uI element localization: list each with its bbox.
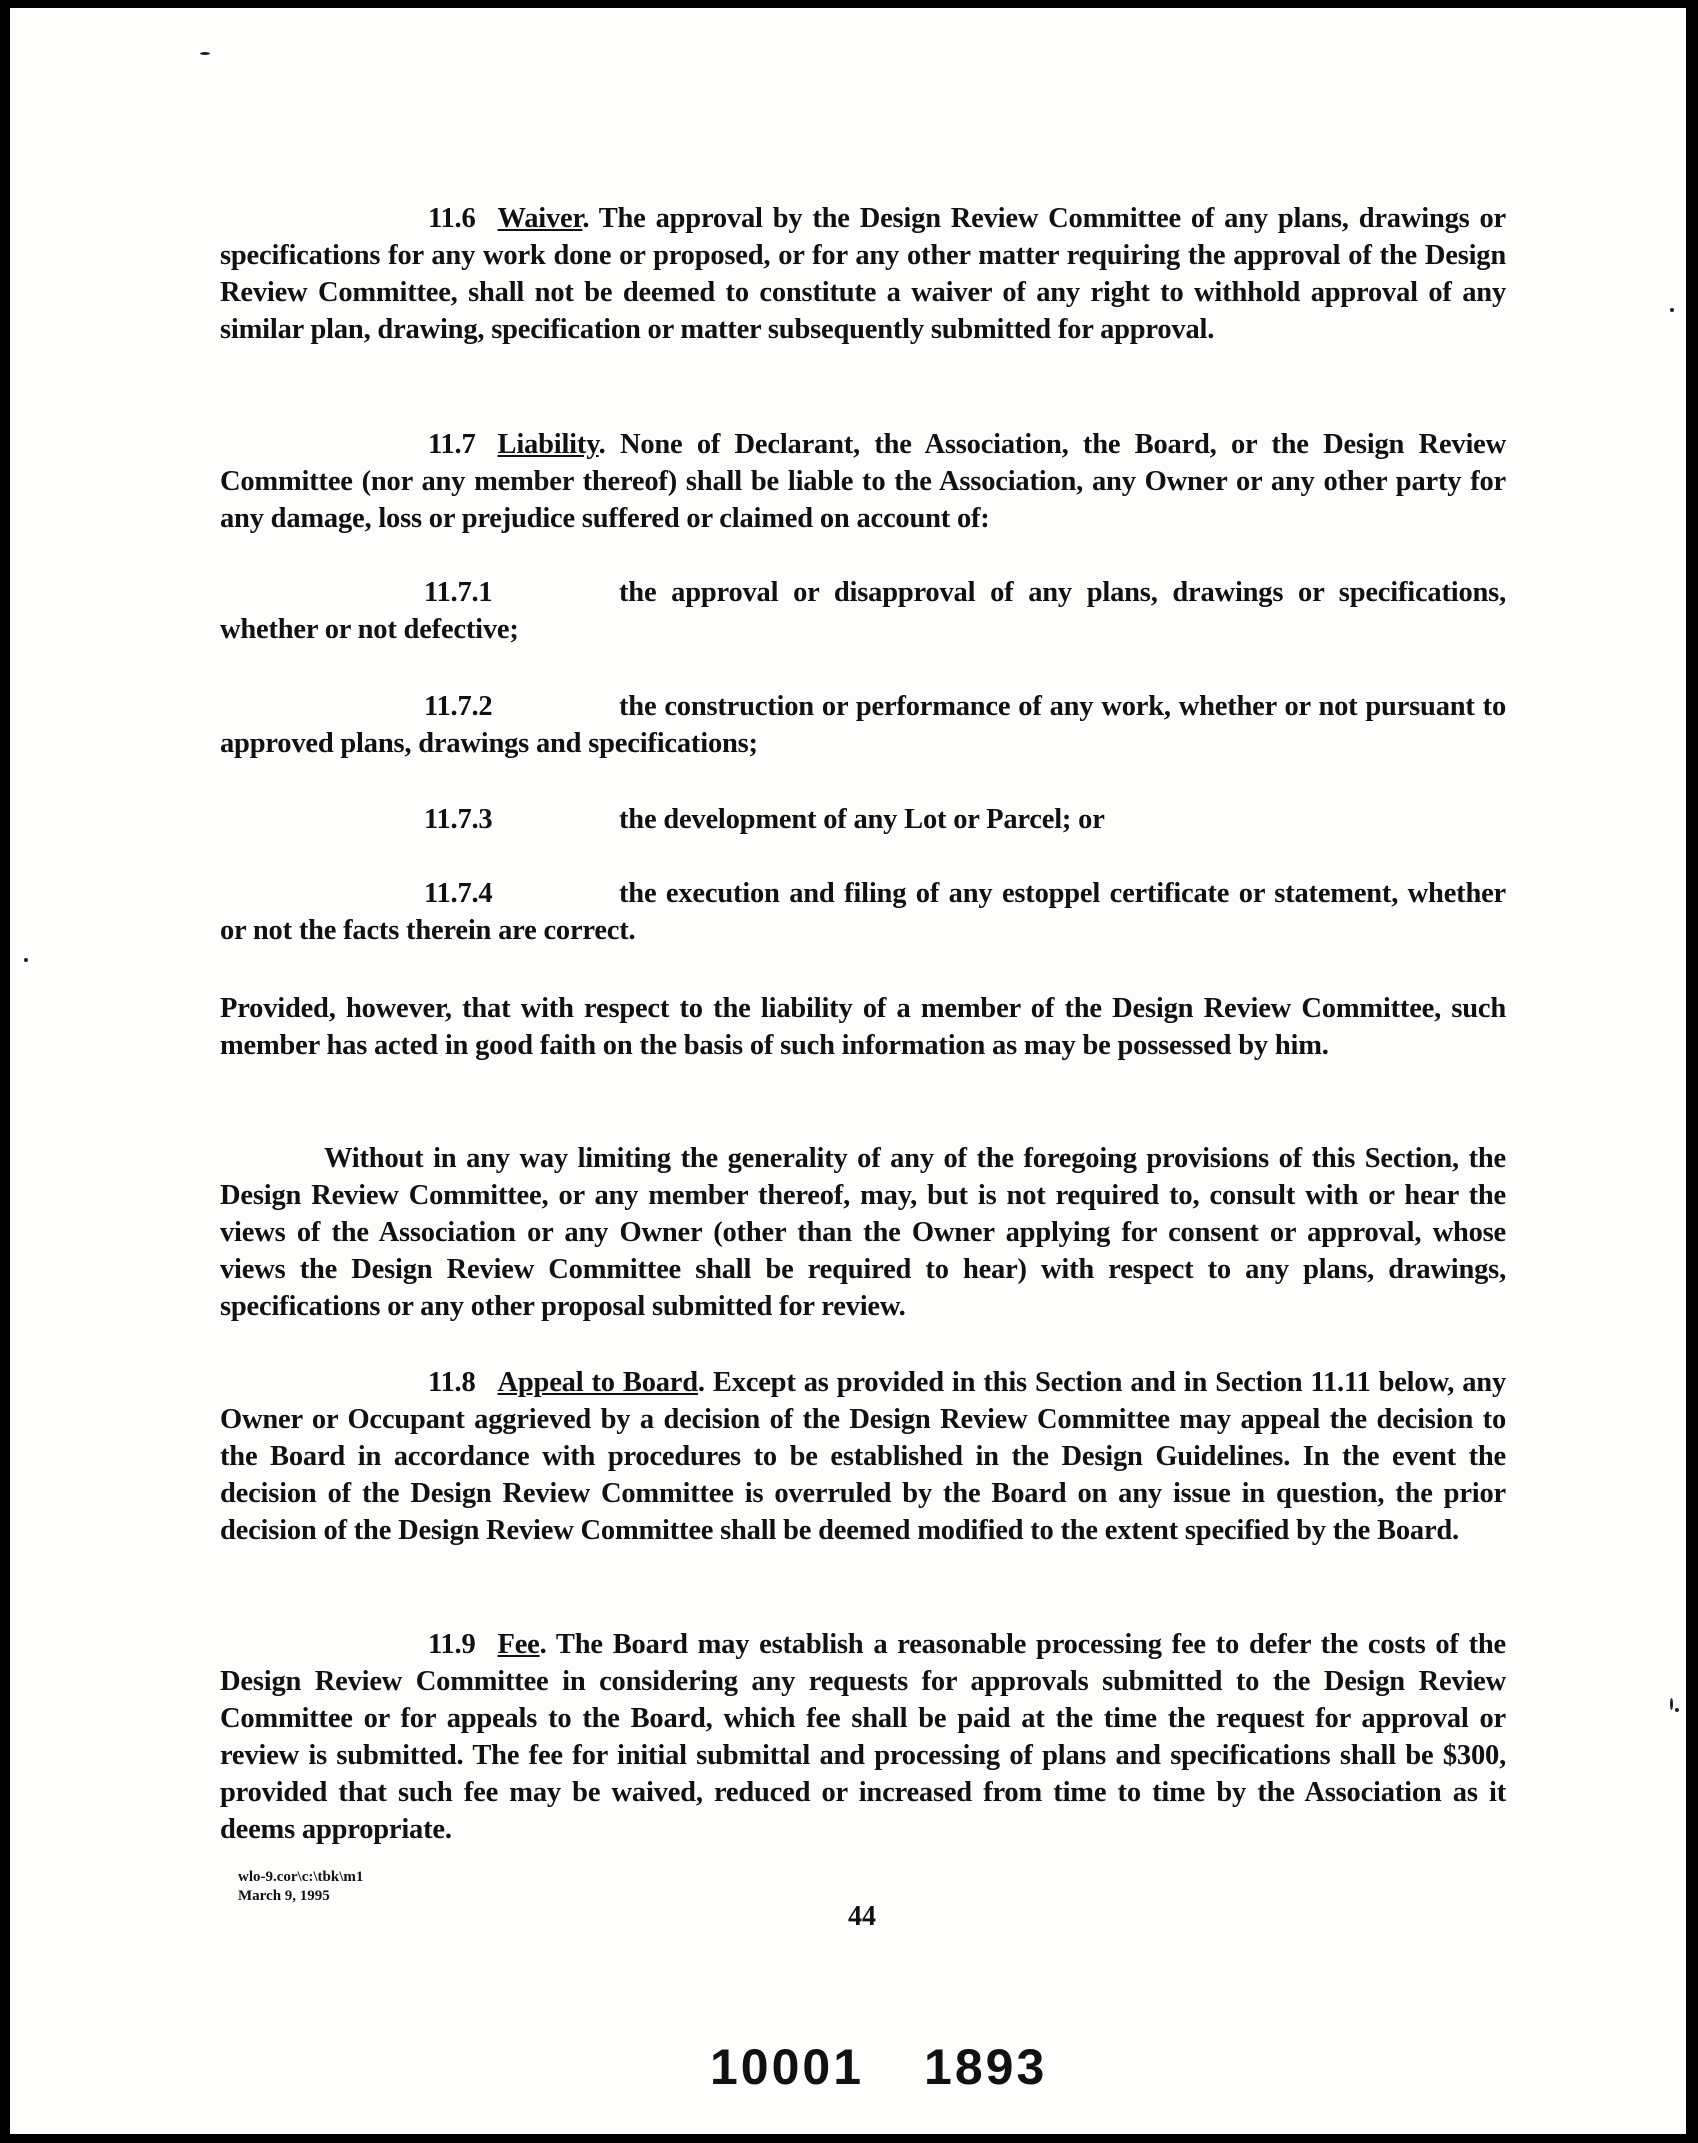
proviso-paragraph: Provided, however, that with respect to the liability of a member of the Design Review Committee, such member has acted in good faith on the basis of such information as may be possessed by him. — [220, 993, 1506, 1061]
scan-speck — [1670, 308, 1674, 312]
section-title: Appeal to Board — [497, 1367, 698, 1398]
subsection-number: 11.7.4 — [424, 878, 493, 909]
subsection-body: the construction or performance of any work, whether or not pursuant to approved plans, drawings and specifications; — [220, 691, 1506, 759]
section-11-8 — [220, 1364, 1506, 1549]
scan-speck — [1675, 1708, 1679, 1712]
section-body: . None of Declarant, the Association, the Board, or the Design Review Committee (nor any member thereof) shall be liable to the Association, any Owner or any other party for any damage, loss or prejudice suffered or claimed on account of: — [220, 429, 1506, 534]
subsection-body: the execution and filing of any estoppel certificate or statement, whether or not the facts therein are correct. — [220, 878, 1506, 946]
scan-speck — [24, 958, 28, 962]
document-page — [10, 8, 1686, 2134]
section-11-7 — [220, 426, 1506, 537]
scan-speck — [1670, 1698, 1673, 1710]
bates-left: 10001 — [710, 2039, 865, 2095]
without-limiting-paragraph: Without in any way limiting the generality of any of the foregoing provisions of this Section, the Design Review Committee, or any member thereof, may, but is not required to, consult with or hear the views of the Association or any Owner (other than the Owner applying for consent or approval, whose views the Design Review Committee shall be required to hear) with respect to any plans, drawings, specifications or any other proposal submitted for review. — [220, 1143, 1506, 1322]
section-title: Waiver — [497, 203, 583, 234]
section-title: Liability — [497, 429, 599, 460]
page-number: 44 — [848, 1901, 876, 1932]
section-body: . Except as provided in this Section and in Section 11.11 below, any Owner or Occupant aggrieved by a decision of the Design Review Committee may appeal the decision to the Board in accordance with procedures to be established in the Design Guidelines. In the event the decision of the Design Review Committee is overruled by the Board on any issue in question, the prior decision of the Design Review Committee shall be deemed modified to the extent specified by the Board. — [220, 1367, 1506, 1546]
section-number: 11.9 — [428, 1629, 476, 1660]
subsection-number: 11.7.2 — [424, 691, 493, 722]
subsection-number: 11.7.1 — [424, 577, 493, 608]
section-body: . The approval by the Design Review Committee of any plans, drawings or specifications for any work done or proposed, or for any other matter requiring the approval of the Design Review Committee, shall not be deemed to constitute a waiver of any right to withhold approval of any similar plan, drawing, specification or matter subsequently submitted for approval. — [220, 203, 1506, 345]
section-11-9 — [220, 1626, 1506, 1848]
section-title: Fee — [497, 1629, 540, 1660]
subsection-body: the approval or disapproval of any plans, drawings or specifications, whether or not defective; — [220, 577, 1506, 645]
subsection-11-7-2 — [220, 688, 1506, 762]
section-body: . The Board may establish a reasonable processing fee to defer the costs of the Design Review Committee in considering any requests for approvals submitted to the Design Review Committee or for appeals to the Board, which fee shall be paid at the time the request for approval or review is submitted. The fee for initial submittal and processing of plans and specifications shall be $300, provided that such fee may be waived, reduced or increased from time to time by the Association as it deems appropriate. — [220, 1629, 1506, 1845]
bates-right: 1893 — [924, 2039, 1048, 2095]
section-number: 11.7 — [428, 429, 476, 460]
subsection-body: the development of any Lot or Parcel; or — [619, 804, 1105, 835]
file-ref: wlo-9.cor\c:\tbk\m1 — [238, 1869, 364, 1885]
scan-speck — [200, 52, 210, 55]
footer-file-reference — [238, 1868, 363, 1906]
section-number: 11.8 — [428, 1367, 476, 1398]
subsection-11-7-1 — [220, 574, 1506, 648]
section-11-6 — [220, 200, 1506, 348]
footer-date: March 9, 1995 — [238, 1888, 330, 1904]
subsection-number: 11.7.3 — [424, 804, 493, 835]
bates-number — [710, 2038, 1047, 2096]
subsection-11-7-4 — [220, 875, 1506, 949]
subsection-11-7-3 — [220, 801, 1506, 838]
section-number: 11.6 — [428, 203, 476, 234]
